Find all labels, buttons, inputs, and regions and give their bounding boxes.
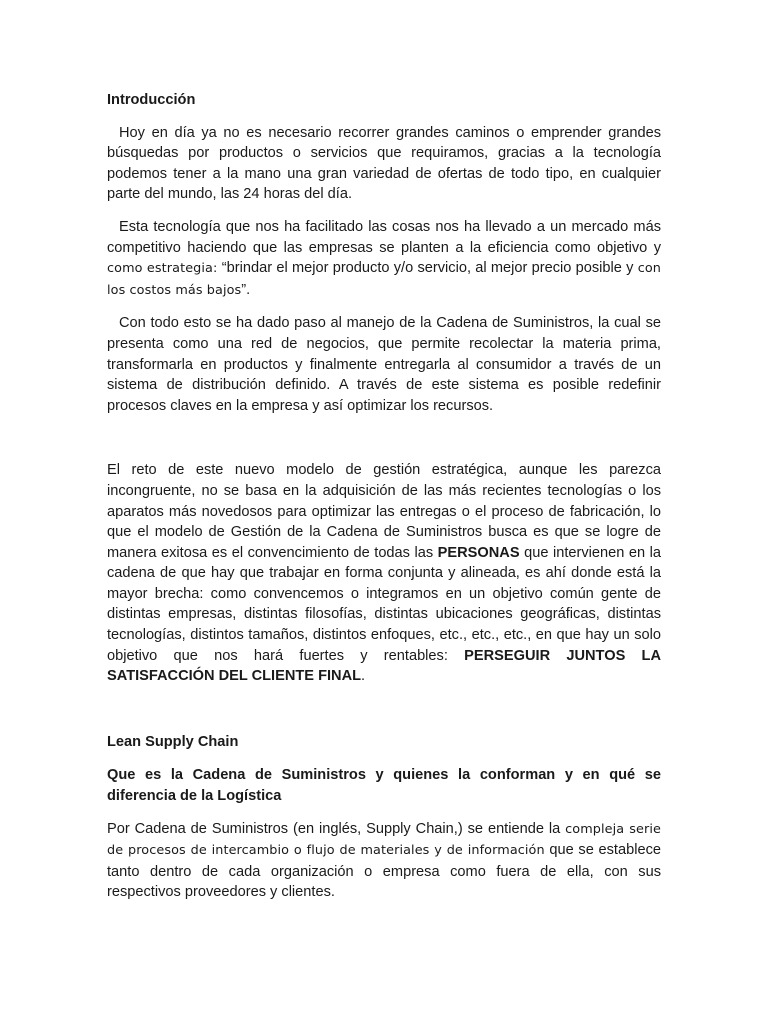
intro-paragraph-2-part-d: con los costos más bajos: [107, 261, 661, 298]
lean-heading: Lean Supply Chain: [107, 733, 239, 750]
intro-paragraph-2-part-c: “brindar el mejor producto y/o servicio, al mejor precio posible y: [221, 260, 638, 277]
intro-paragraph-4-part-e: .: [361, 668, 366, 685]
lean-subheading: Que es la Cadena de Suministros y quienes la conforman y en qué se diferencia de la Logística: [107, 767, 661, 805]
intro-heading: Introducción: [107, 92, 196, 108]
lean-paragraph-1-part-b: compleja serie de procesos de intercambio o flujo de materiales y de información: [107, 821, 662, 859]
intro-paragraph-2-part-e: ”.: [241, 281, 251, 298]
intro-paragraph-3: Con todo esto se ha dado paso al manejo de la Cadena de Suministros, la cual se presenta como una red de negocios, que permite recolectar la materia prima, transformarla en productos y finalmente entregarla al consumidor a través de un sistema de distribución definido. A través de este sistema es posible redefinir procesos claves en la empresa y así optimizar los recursos.: [107, 315, 661, 414]
lean-paragraph-1-part-a: Por Cadena de Suministros (en inglés, Supply Chain,) se entiende la: [107, 820, 566, 837]
intro-paragraph-2: [107, 217, 661, 301]
intro-paragraph-4-part-c: que intervienen en la cadena de que hay que trabajar en forma conjunta y alineada, es ahí donde está la mayor brecha: como convencemos o integramos en un objetivo común gente de distintas empresas, distintas filosofías, distintas ubicaciones geográficas, distintas tecnologías, distintos tamaños, distintos enfoques, etc., etc., etc., en que hay un solo objetivo que nos hará fuertes y rentables:: [107, 544, 662, 664]
intro-paragraph-2-part-b: como estrategia:: [107, 261, 222, 277]
intro-paragraph-4-emphasis: PERSEGUIR JUNTOS LA SATISFACCIÓN DEL CLIENTE FINAL: [107, 647, 662, 685]
intro-paragraph-2-part-a: Esta tecnología que nos ha facilitado las cosas nos ha llevado a un mercado más competitivo haciendo que las empresas se planten a la eficiencia como objetivo y: [107, 218, 661, 256]
intro-paragraph-4-part-a: El reto de este nuevo modelo de gestión estratégica, aunque les parezca incongruente, no se basa en la adquisición de las más recientes tecnologías o los aparatos más novedosos para optimizar las entregas o el proceso de fabricación, lo que el modelo de Gestión de la Cadena de Suministros busca es que se logre de manera exitosa es el convencimiento de todas las: [107, 462, 661, 561]
intro-paragraph-1: Hoy en día ya no es necesario recorrer grandes caminos o emprender grandes búsquedas por productos o servicios que requiramos, gracias a la tecnología podemos tener a la mano una gran variedad de ofertas de todo tipo, en cualquier parte del mundo, las 24 horas del día.: [107, 124, 661, 203]
lean-paragraph-1-part-c: que se establece tanto dentro de cada organización o empresa como fuera de ella, con sus respectivos proveedores y clientes.: [107, 842, 661, 901]
lean-paragraph-1: [107, 819, 661, 903]
intro-paragraph-4-personas: PERSONAS: [437, 544, 520, 561]
document-body: [107, 90, 661, 903]
intro-paragraph-4: [107, 460, 661, 687]
